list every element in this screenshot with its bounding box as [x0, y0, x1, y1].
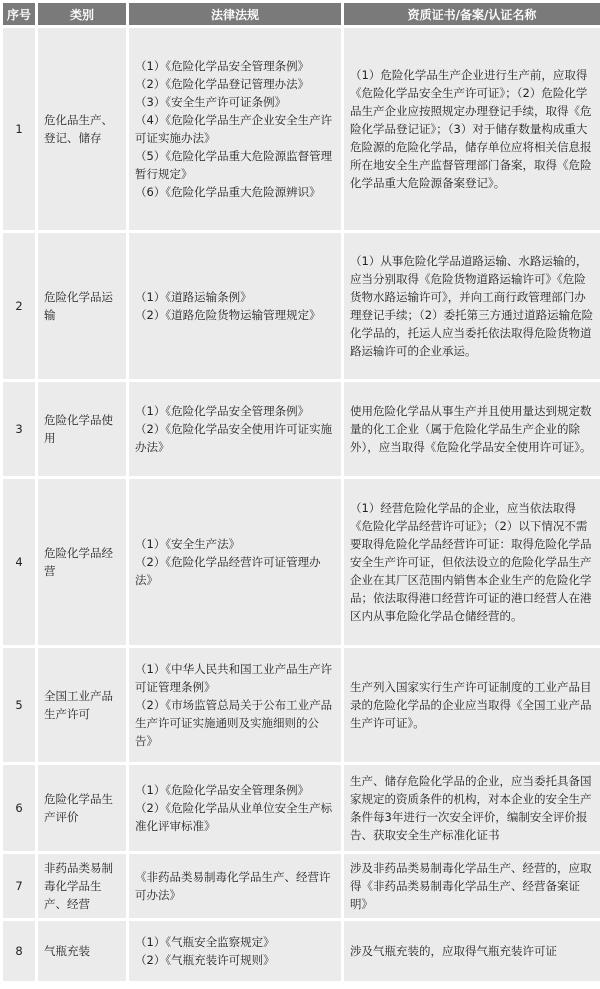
- row-certs: （1）经营危险化学品的企业，应当依法取得《危险化学品经营许可证》；（2）以下情况不需要取得危险化学品经营许可证：取得危险化学品安全生产许可证，但依法设立的危险化学品生产企业在其厂区范围内销售本企业生产的危险化学品；依法取得港口经营许可证的港口经营人在港区内从事危险化学品仓储经营的。: [344, 479, 600, 645]
- law-item: （3）《安全生产许可证条例》: [135, 95, 287, 109]
- row-number: 4: [3, 479, 35, 645]
- row-certs: 涉及气瓶充装的，应取得气瓶充装许可证: [344, 921, 600, 981]
- table-row: [3, 28, 600, 230]
- row-certs: 涉及非药品类易制毒化学品生产、经营的，应取得《非药品类易制毒化学品生产、经营备案证明》: [344, 854, 600, 918]
- law-item: （2）《危险化学品登记管理办法》: [135, 77, 310, 91]
- law-item: （5）《危险化学品重大危险源监督管理暂行规定》: [135, 149, 333, 181]
- header-laws: 法律法规: [129, 3, 341, 25]
- row-laws: [129, 921, 341, 981]
- table-header-row: [3, 3, 600, 25]
- law-item: （1）《中华人民共和国工业产品生产许可证管理条例》: [135, 662, 333, 694]
- law-item: （2）《危险化学品从业单位安全生产标准化评审标准》: [135, 801, 333, 833]
- row-certs: （1）危险化学品生产企业进行生产前，应取得《危险化学品安全生产许可证》；（2）危险化学品生产企业应按照规定办理登记手续，取得《危险化学品登记证》；（3）对于储存数量构成重大危险源的危险化学品，储存单位应将相关信息报所在地安全生产监督管理部门备案，取得《危险化学品重大危险源备案登记》。: [344, 28, 600, 230]
- row-category: 危险化学品使用: [38, 382, 126, 476]
- law-item: （2）《危险化学品经营许可证管理办法》: [135, 555, 321, 587]
- row-laws: [129, 648, 341, 762]
- row-laws: [129, 382, 341, 476]
- header-category: 类别: [38, 3, 126, 25]
- law-item: （2）《市场监管总局关于公布工业产品生产许可证实施通则及实施细则的公告》: [135, 698, 333, 748]
- law-item: （1）《道路运输条例》: [135, 290, 252, 304]
- header-no: 序号: [3, 3, 35, 25]
- header-certs: 资质证书/备案/认证名称: [344, 3, 600, 25]
- table-row: [3, 233, 600, 379]
- law-item: （2）《道路危险货物运输管理规定》: [135, 308, 321, 322]
- table-row: [3, 648, 600, 762]
- law-item: （6）《危险化学品重大危险源辨识》: [135, 185, 321, 199]
- row-number: 2: [3, 233, 35, 379]
- row-category: 危险化学品经营: [38, 479, 126, 645]
- table-row: [3, 382, 600, 476]
- row-category: 危险化学品生产评价: [38, 765, 126, 851]
- law-item: （4）《危险化学品生产企业安全生产许可证实施办法》: [135, 113, 333, 145]
- row-category: 危险化学品运输: [38, 233, 126, 379]
- row-number: 3: [3, 382, 35, 476]
- row-certs: 使用危险化学品从事生产并且使用量达到规定数量的化工企业（属于危险化学品生产企业的除外），应当取得《危险化学品安全使用许可证》。: [344, 382, 600, 476]
- row-certs: 生产、储存危险化学品的企业，应当委托具备国家规定的资质条件的机构，对本企业的安全生产条件每3年进行一次安全评价，编制安全评价报告、获取安全生产标准化证书: [344, 765, 600, 851]
- row-number: 8: [3, 921, 35, 981]
- row-number: 1: [3, 28, 35, 230]
- row-number: 7: [3, 854, 35, 918]
- row-laws: [129, 765, 341, 851]
- law-item: 《非药品类易制毒化学品生产、经营许可办法》: [135, 870, 331, 902]
- row-number: 6: [3, 765, 35, 851]
- row-category: 全国工业产品生产许可: [38, 648, 126, 762]
- row-laws: [129, 28, 341, 230]
- row-category: 危化品生产、登记、储存: [38, 28, 126, 230]
- row-certs: （1）从事危险化学品道路运输、水路运输的，应当分别取得《危险货物道路运输许可》《危险货物水路运输许可》，并向工商行政管理部门办理登记手续；（2）委托第三方通过道路运输危险化学品的，托运人应当委托依法取得危险货物道路运输许可的企业承运。: [344, 233, 600, 379]
- law-item: （1）《安全生产法》: [135, 537, 241, 551]
- table-row: [3, 921, 600, 981]
- row-certs: 生产列入国家实行生产许可证制度的工业产品目录的危险化学品的企业应当取得《全国工业产品生产许可证》。: [344, 648, 600, 762]
- law-item: （2）《危险化学品安全使用许可证实施办法》: [135, 422, 333, 454]
- table-row: [3, 854, 600, 918]
- law-item: （1）《危险化学品安全管理条例》: [135, 404, 310, 418]
- table-row: [3, 765, 600, 851]
- row-category: 气瓶充装: [38, 921, 126, 981]
- law-item: （1）《危险化学品安全管理条例》: [135, 783, 310, 797]
- row-laws: [129, 479, 341, 645]
- table-row: [3, 479, 600, 645]
- law-item: （2）《气瓶充装许可规则》: [135, 953, 275, 967]
- law-item: （1）《危险化学品安全管理条例》: [135, 59, 310, 73]
- row-laws: [129, 233, 341, 379]
- row-category: 非药品类易制毒化学品生产、经营: [38, 854, 126, 918]
- row-laws: [129, 854, 341, 918]
- law-item: （1）《气瓶安全监察规定》: [135, 935, 275, 949]
- row-number: 5: [3, 648, 35, 762]
